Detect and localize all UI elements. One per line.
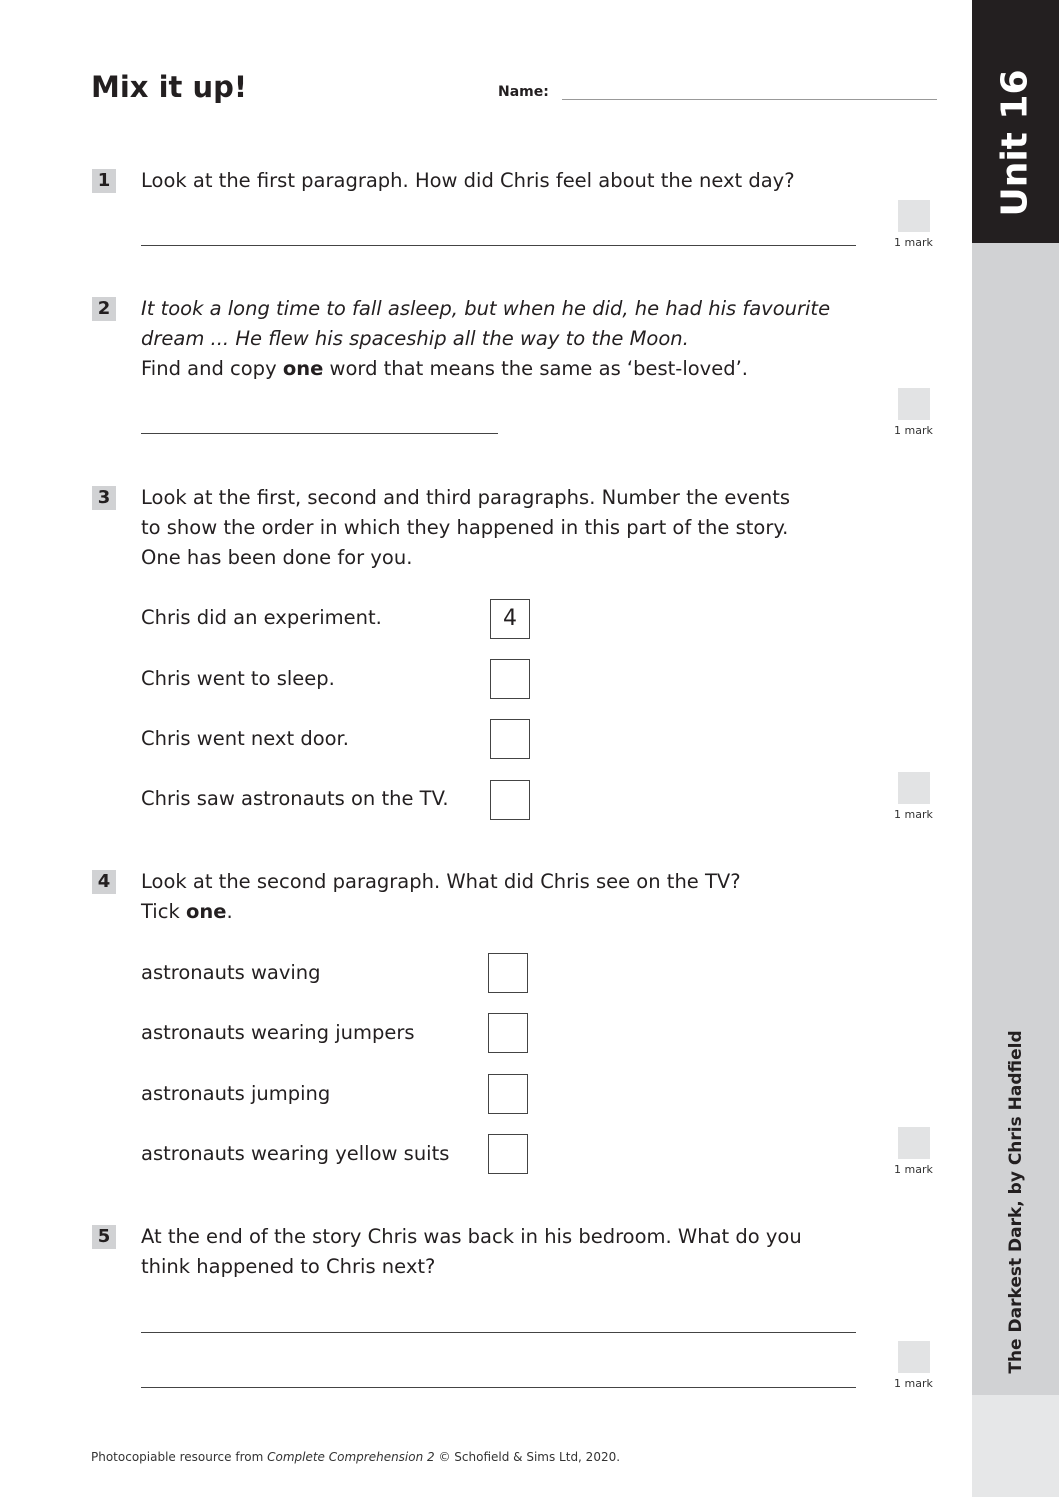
name-field[interactable] bbox=[562, 99, 937, 100]
quote-line: dream ... He flew his spaceship all the way to the Moon. bbox=[141, 327, 689, 350]
mark-label: 1 mark bbox=[894, 808, 933, 821]
tick-box[interactable] bbox=[488, 1134, 528, 1174]
tick-box[interactable] bbox=[488, 953, 528, 993]
event-label: Chris did an experiment. bbox=[141, 606, 382, 629]
mark-box[interactable] bbox=[898, 1341, 930, 1373]
question-text: Look at the second paragraph. What did Chris see on the TV? bbox=[141, 870, 741, 893]
emphasis: one bbox=[282, 357, 324, 380]
answer-line[interactable] bbox=[141, 245, 856, 246]
quote-line: It took a long time to fall asleep, but when he did, he had his favourite bbox=[141, 297, 831, 320]
mark-box[interactable] bbox=[898, 1127, 930, 1159]
answer-line[interactable] bbox=[141, 1332, 856, 1333]
emphasis: one bbox=[185, 900, 227, 923]
question-number: 4 bbox=[92, 870, 116, 894]
question-number: 1 bbox=[92, 169, 116, 193]
text: word that means the same as ‘best-loved’. bbox=[323, 357, 748, 380]
mark-box[interactable] bbox=[898, 200, 930, 232]
option-label: astronauts wearing yellow suits bbox=[141, 1142, 450, 1165]
answer-line[interactable] bbox=[141, 1387, 856, 1388]
question-number: 3 bbox=[92, 486, 116, 510]
unit-label: Unit 16 bbox=[994, 69, 1036, 217]
book-title: The Darkest Dark, by Chris Hadfield bbox=[1006, 1030, 1026, 1374]
mark-label: 1 mark bbox=[894, 1163, 933, 1176]
question-number: 5 bbox=[92, 1225, 116, 1249]
question-text: At the end of the story Chris was back in his bedroom. What do you bbox=[141, 1225, 802, 1248]
order-box[interactable] bbox=[490, 780, 530, 820]
question-text: Look at the first, second and third paragraphs. Number the events bbox=[141, 486, 791, 509]
footer-copyright bbox=[91, 1450, 620, 1464]
book-name: Complete Comprehension 2 bbox=[267, 1450, 435, 1464]
text: Tick bbox=[141, 900, 186, 923]
text: Photocopiable resource from bbox=[91, 1450, 268, 1464]
mark-label: 1 mark bbox=[894, 1377, 933, 1390]
text: © Schofield & Sims Ltd, 2020. bbox=[434, 1450, 621, 1464]
question-text: Look at the first paragraph. How did Chris feel about the next day? bbox=[141, 169, 795, 192]
question-text: think happened to Chris next? bbox=[141, 1255, 436, 1278]
option-label: astronauts waving bbox=[141, 961, 321, 984]
mark-label: 1 mark bbox=[894, 236, 933, 249]
option-label: astronauts jumping bbox=[141, 1082, 331, 1105]
event-label: Chris went next door. bbox=[141, 727, 349, 750]
option-label: astronauts wearing jumpers bbox=[141, 1021, 415, 1044]
question-text: to show the order in which they happened in this part of the story. bbox=[141, 516, 789, 539]
question-number: 2 bbox=[92, 297, 116, 321]
text: Find and copy bbox=[141, 357, 283, 380]
tick-box[interactable] bbox=[488, 1013, 528, 1053]
tick-box[interactable] bbox=[488, 1074, 528, 1114]
name-label: Name: bbox=[498, 84, 549, 100]
order-box[interactable]: 4 bbox=[490, 599, 530, 639]
sidebar-footer bbox=[972, 1395, 1059, 1497]
mark-box[interactable] bbox=[898, 772, 930, 804]
order-box[interactable] bbox=[490, 659, 530, 699]
event-label: Chris saw astronauts on the TV. bbox=[141, 787, 449, 810]
question-text: One has been done for you. bbox=[141, 546, 413, 569]
mark-label: 1 mark bbox=[894, 424, 933, 437]
page-title: Mix it up! bbox=[91, 70, 248, 104]
mark-box[interactable] bbox=[898, 388, 930, 420]
event-label: Chris went to sleep. bbox=[141, 667, 335, 690]
answer-line[interactable] bbox=[141, 433, 498, 434]
question-text bbox=[141, 354, 748, 384]
text: . bbox=[226, 900, 233, 923]
question-text bbox=[141, 897, 233, 927]
order-box[interactable] bbox=[490, 719, 530, 759]
